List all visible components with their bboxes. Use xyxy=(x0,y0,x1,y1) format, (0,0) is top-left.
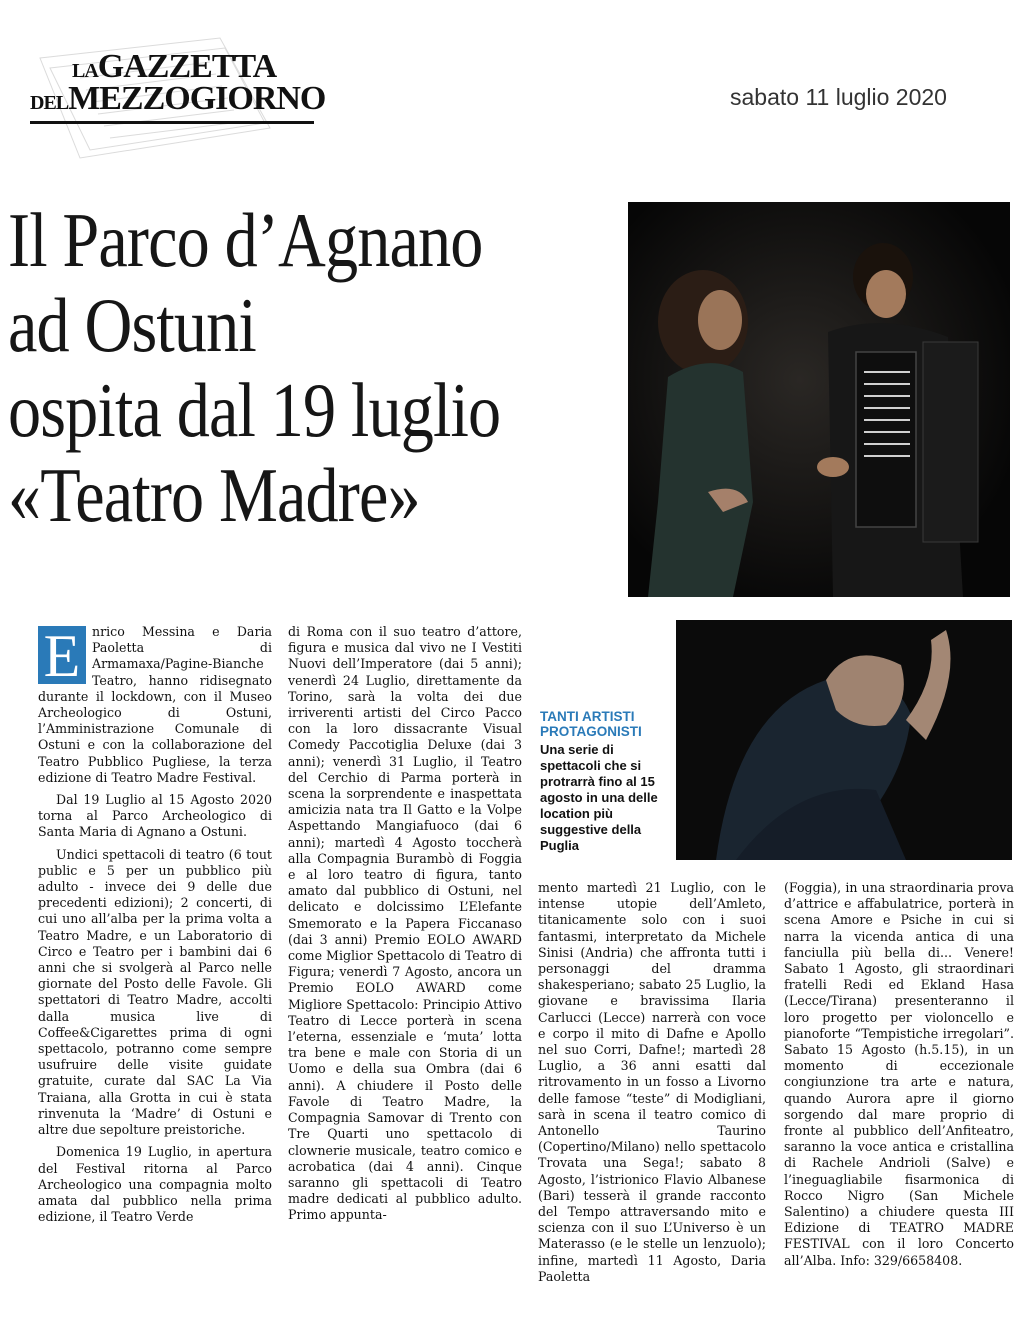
caption-text: Una serie di spettacoli che si protrarrà fino al 15 agosto in una delle location più suggestive della Puglia xyxy=(540,742,658,853)
article-column-4 xyxy=(784,880,1014,1275)
article-column-1 xyxy=(38,624,272,1231)
article-paragraph: mento martedì 21 Luglio, con le intense utopie dell’Amleto, titanicamente solo con i suoi fantasmi, interpretato da Michele Sinisi (Andria) che affronta tutti i personaggi del dramma shakesperiano; sabato 25 Luglio, la giovane e bravissima Ilaria Carlucci (Lecce) narrerà con voce e corpo il mito di Dafne e Apollo nel suo Corri, Dafne!; martedì 28 Luglio, a 36 anni esatti dal ritrovamento in un fosso a Livorno delle famose “teste” di Modigliani, sarà in scena il teatro comico di Antonello Taurino (Copertino/Milano) nello spettacolo Trovata una Sega!; sabato 8 Agosto, l’istrionico Flavio Albanese (Bari) tesserà il grande racconto del Tempo attraversando mito e scienza con il suo L’Universo è un Materasso (e le stelle un lenzuolo); infine, martedì 11 Agosto, Daria Paoletta xyxy=(538,880,766,1284)
article-paragraph: (Foggia), in una straordinaria prova d’attrice e affabulatrice, porterà in scena Amore e Psiche in cui si narra la vicenda antica di una fanciulla più bella di... Venere! Sabato 1 Agosto, gli straordinari fratelli Redi ed Ekland Hasa (Lecce/Tirana) presenteranno il loro progetto per violoncello e pianoforte “Tempistiche irregolari”. Sabato 15 Agosto (h.5.15), in un momento di eccezionale congiunzione tra arte e natura, quando Aurora apre il giorno sorgendo dal mare proprio di fronte al pubblico dell’Anfiteatro, saranno la voce antica e cristallina di Rachele Andrioli (Salve) e l’ineguagliabile fisarmonica di Rocco Nigro (San Michele Salentino) a chiudere questa III Edizione di TEATRO MADRE FESTIVAL con il loro Concerto all’Alba. Info: 329/6658408. xyxy=(784,880,1014,1268)
article-paragraph: Dal 19 Luglio al 15 Agosto 2020 torna al Parco Archeologico di Santa Maria di Agnano a Ostuni. xyxy=(38,792,272,840)
caption-title: TANTI ARTISTI PROTAGONISTI xyxy=(540,709,642,739)
article-column-2 xyxy=(288,624,522,1230)
actress-photo xyxy=(676,620,1012,860)
masthead-rule xyxy=(30,121,314,124)
issue-date: sabato 11 luglio 2020 xyxy=(730,84,947,110)
photo-caption xyxy=(540,709,674,854)
article-headline xyxy=(8,198,515,538)
article-paragraph: Domenica 19 Luglio, in apertura del Festival ritorna al Parco Archeologico una compagnia molto amata dal pubblico nella prima edizione, il Teatro Verde xyxy=(38,1144,272,1225)
article-paragraph: Undici spettacoli di teatro (6 tout public e 5 per un pubblico più adulto - invece dei 9 delle due precedenti edizioni); 2 concerti, di cui uno all’alba per la prima volta a Teatro Madre, e un Laboratorio di Circo e Teatro per i bambini dai 6 anni che si svolgerà al Parco nelle giornate del Posto delle Favole. Gli spettatori di Teatro Madre, accolti dalla musica live di Coffee&Cigarettes prima di ogni spettacolo, potranno come sempre usufruire delle visite guidate gratuite, curate dal SAC La Via Traiana, alla Grotta in cui è stata rinvenuta la ‘Madre’ di Ostuni e altre due sepolture preistoriche. xyxy=(38,846,272,1138)
headline-line: ospita dal 19 luglio xyxy=(8,367,501,453)
article-paragraph: nrico Messina e Daria Paoletta di Armamaxa/Pagine-Bianche Teatro, hanno ridisegnato durante il lockdown, con il Museo Archeologico di Ostuni, l’Amministrazione Comunale di Ostuni e con la collaborazione del Teatro Pubblico Pugliese, la terza edizione di Teatro Madre Festival. xyxy=(38,624,272,785)
newspaper-masthead xyxy=(20,18,326,168)
headline-line: Il Parco d’Agnano xyxy=(8,197,483,283)
headline-line: ad Ostuni xyxy=(8,282,256,368)
article-column-3 xyxy=(538,880,766,1291)
article-paragraph: di Roma con il suo teatro d’attore, figura e musica dal vivo ne I Vestiti Nuovi dell’Imperatore (dai 5 anni); venerdì 24 Luglio, direttamente da Torino, sarà la volta dei due irriverenti artisti del Circo Pacco con la loro dissacrante Visual Comedy Paccotiglia Deluxe (dai 3 anni); venerdì 31 Luglio, il Teatro del Cerchio di Parma porterà in scena la sorprendente e inaspettata amicizia nata tra Il Gatto e la Volpe Aspettando Mangiafuoco (dai 6 anni); martedì 4 Agosto toccherà alla Compagnia Burambò di Foggia e al loro teatro di figura, tanto amato dal pubblico di Ostuni, nel delicato e dolcissimo L’Elefante Smemorato e la Papera Ficcanaso (dai 3 anni) Premio EOLO AWARD come Miglior Spettacolo di Teatro di Figura; venerdì 7 Agosto, ancora un Premio EOLO AWARD come Migliore Spettacolo: Principio Attivo Teatro di Lecce porterà in scena l’eterna, essenziale e ‘muta’ lotta tra bene e male con Storia di un Uomo e della sua Ombra (dai 6 anni). A chiudere il Posto delle Favole di Teatro Madre, la Compagnia Samovar di Trento con Tre Quarti uno spettacolo di clownerie musicale, teatro comico e acrobatica (dai 4 anni). Cinque saranno gli spettacoli di Teatro madre dedicati al pubblico adulto. Primo appunta- xyxy=(288,624,522,1223)
masthead-line-1: LAGAZZETTA xyxy=(72,48,277,85)
masthead-line-2: DELMEZZOGIORNO xyxy=(30,80,326,117)
drop-cap: E xyxy=(38,626,86,684)
headline-line: «Teatro Madre» xyxy=(8,452,420,538)
performers-photo xyxy=(628,202,1010,597)
